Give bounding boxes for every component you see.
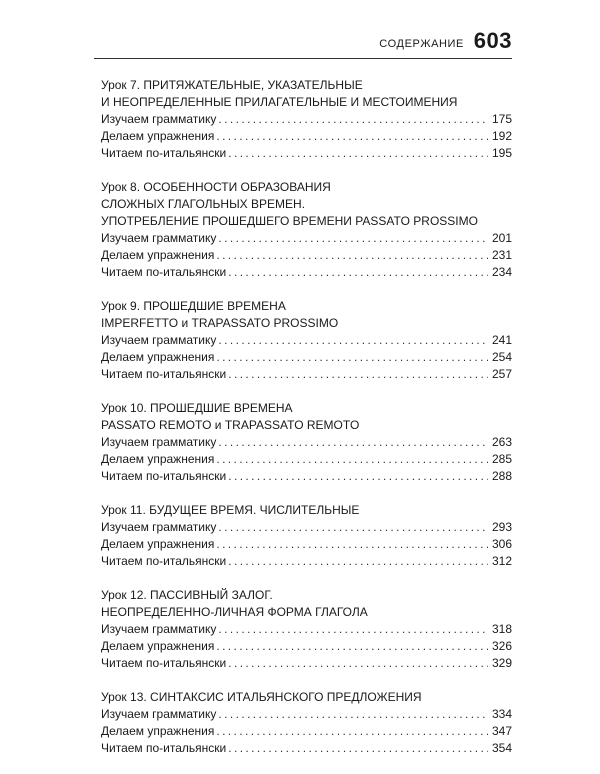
section-title: СОДЕРЖАНИЕ [379,38,464,50]
entry-page: 175 [491,112,512,126]
lesson-9 [101,298,512,383]
running-header [94,28,512,59]
entry-page: 312 [491,554,512,568]
dot-leader [228,468,488,485]
toc-entry[interactable] [101,638,512,655]
toc-entry[interactable] [101,740,512,757]
entry-page: 288 [491,469,512,483]
dot-leader [228,655,488,672]
lesson-8 [101,179,512,281]
lesson-title-line: И НЕОПРЕДЕЛЕННЫЕ ПРИЛАГАТЕЛЬНЫЕ И МЕСТОИМЕНИЯ [101,95,458,109]
lesson-title-line: Урок 9. ПРОШЕДШИЕ ВРЕМЕНА [101,299,286,313]
dot-leader [216,638,488,655]
entry-label: Читаем по-итальянски [101,367,227,381]
entry-label: Делаем упражнения [101,639,215,653]
toc-entry[interactable] [101,111,512,128]
entry-page: 195 [491,146,512,160]
lesson-title-line: Урок 7. ПРИТЯЖАТЕЛЬНЫЕ, УКАЗАТЕЛЬНЫЕ [101,78,363,92]
dot-leader [218,230,488,247]
entry-page: 354 [491,741,512,755]
entry-page: 329 [491,656,512,670]
dot-leader [216,247,488,264]
lesson-title-line: Урок 8. ОСОБЕННОСТИ ОБРАЗОВАНИЯ [101,180,331,194]
entry-page: 347 [491,724,512,738]
entry-label: Читаем по-итальянски [101,741,227,755]
entry-page: 257 [491,367,512,381]
entry-label: Читаем по-итальянски [101,146,227,160]
entry-page: 318 [491,622,512,636]
toc-entry[interactable] [101,706,512,723]
entry-label: Изучаем грамматику [101,231,217,245]
lesson-13 [101,689,512,757]
entry-label: Изучаем грамматику [101,112,217,126]
toc-entry[interactable] [101,553,512,570]
toc-entry[interactable] [101,349,512,366]
entry-page: 254 [491,350,512,364]
toc-entry[interactable] [101,434,512,451]
toc-entry[interactable] [101,451,512,468]
dot-leader [216,349,488,366]
entry-label: Изучаем грамматику [101,520,217,534]
entry-label: Читаем по-итальянски [101,656,227,670]
toc-entry[interactable] [101,723,512,740]
entry-label: Делаем упражнения [101,724,215,738]
dot-leader [228,553,488,570]
entry-label: Делаем упражнения [101,129,215,143]
dot-leader [218,111,488,128]
dot-leader [216,451,488,468]
lesson-title-line: Урок 13. СИНТАКСИС ИТАЛЬЯНСКОГО ПРЕДЛОЖЕНИЯ [101,690,422,704]
lesson-7 [101,77,512,162]
toc-entry[interactable] [101,536,512,553]
lesson-title-line: СЛОЖНЫХ ГЛАГОЛЬНЫХ ВРЕМЕН. [101,197,306,211]
toc-entry[interactable] [101,519,512,536]
entry-label: Изучаем грамматику [101,707,217,721]
entry-page: 234 [491,265,512,279]
entry-label: Делаем упражнения [101,452,215,466]
dot-leader [218,332,488,349]
entry-label: Изучаем грамматику [101,435,217,449]
entry-page: 285 [491,452,512,466]
toc-entry[interactable] [101,366,512,383]
toc-entry[interactable] [101,655,512,672]
dot-leader [218,621,488,638]
dot-leader [216,128,488,145]
entry-page: 192 [491,129,512,143]
toc-entry[interactable] [101,264,512,281]
toc-entry[interactable] [101,332,512,349]
dot-leader [228,366,488,383]
lesson-12 [101,587,512,672]
dot-leader [218,706,488,723]
entry-label: Изучаем грамматику [101,622,217,636]
lesson-title-line: УПОТРЕБЛЕНИЕ ПРОШЕДШЕГО ВРЕМЕНИ PASSATO PROSSIMO [101,214,478,228]
entry-page: 263 [491,435,512,449]
toc-entry[interactable] [101,230,512,247]
entry-label: Делаем упражнения [101,537,215,551]
toc-entry[interactable] [101,247,512,264]
lesson-10 [101,400,512,485]
entry-page: 306 [491,537,512,551]
lesson-title-line: НЕОПРЕДЕЛЕННО-ЛИЧНАЯ ФОРМА ГЛАГОЛА [101,605,368,619]
entry-page: 241 [491,333,512,347]
lesson-title-line: Урок 12. ПАССИВНЫЙ ЗАЛОГ. [101,588,273,602]
entry-label: Читаем по-итальянски [101,469,227,483]
entry-label: Изучаем грамматику [101,333,217,347]
dot-leader [218,434,488,451]
dot-leader [218,519,488,536]
entry-page: 231 [491,248,512,262]
entry-label: Читаем по-итальянски [101,265,227,279]
dot-leader [228,145,488,162]
entry-page: 293 [491,520,512,534]
dot-leader [228,740,488,757]
toc-entry[interactable] [101,621,512,638]
lesson-title-line: IMPERFETTO и TRAPASSATO PROSSIMO [101,316,339,330]
entry-label: Делаем упражнения [101,350,215,364]
page-number: 603 [473,28,512,53]
toc-entry[interactable] [101,145,512,162]
dot-leader [216,723,488,740]
toc-entry[interactable] [101,468,512,485]
lesson-title-line: Урок 11. БУДУЩЕЕ ВРЕМЯ. ЧИСЛИТЕЛЬНЫЕ [101,503,360,517]
lesson-11 [101,502,512,570]
dot-leader [216,536,488,553]
entry-page: 334 [491,707,512,721]
toc-entry[interactable] [101,128,512,145]
entry-label: Читаем по-итальянски [101,554,227,568]
dot-leader [228,264,488,281]
lesson-title-line: Урок 10. ПРОШЕДШИЕ ВРЕМЕНА [101,401,293,415]
entry-page: 326 [491,639,512,653]
lesson-title-line: PASSATO REMOTO и TRAPASSATO REMOTO [101,418,360,432]
entry-page: 201 [491,231,512,245]
entry-label: Делаем упражнения [101,248,215,262]
table-of-contents [101,77,512,774]
